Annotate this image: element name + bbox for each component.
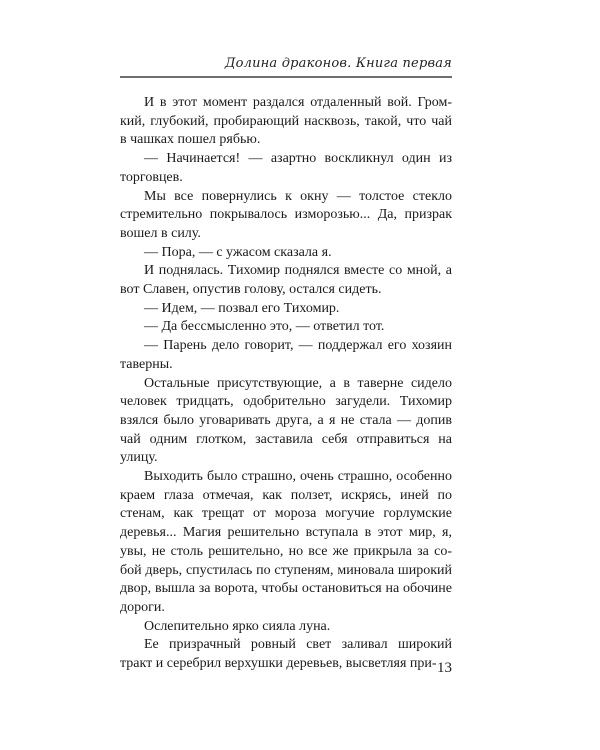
paragraph: — Начинается! — азартно воскликнул один из торговцев. xyxy=(120,151,452,185)
header-rule xyxy=(120,76,452,78)
paragraph: — Пора, — с ужасом сказала я. xyxy=(144,244,332,260)
paragraph: — Да бессмысленно это, — ответил тот. xyxy=(144,319,385,335)
page-number: 13 xyxy=(437,660,452,676)
paragraph: Мы все повернулись к окну — толстое стекло стремительно покрывалось изморозью... Да, призрак вошел в силу. xyxy=(120,188,452,241)
body-text xyxy=(120,94,452,674)
paragraph: — Парень дело говорит, — поддержал его хозяин таверны. xyxy=(120,338,452,372)
paragraph: И поднялась. Тихомир поднялся вместе со мной, а вот Славен, опустив голову, остался сидеть. xyxy=(120,263,452,298)
paragraph: И в этот момент раздался отдаленный вой. Громкий, глубокий, пробирающий насквозь, такой, что чай в чашках пошел рябью. xyxy=(120,95,452,148)
paragraph: Остальные присутствующие, а в таверне сидело человек тридцать, одобрительно загудели. Тихомир взялся было уговаривать друга, а я не стала — допив чай одним глотком, заставила себя отправиться на улицу. xyxy=(120,375,452,466)
paragraph: — Идем, — позвал его Тихомир. xyxy=(144,300,340,316)
running-head xyxy=(120,56,452,80)
paragraph: Ее призрачный ровный свет заливал широкий тракт и серебрил верхушки деревьев, высветляя при- xyxy=(120,637,452,672)
paragraph: Ослепительно ярко сияла луна. xyxy=(144,618,331,634)
running-head-title: Долина драконов. Книга первая xyxy=(224,56,452,71)
paragraph: Выходить было страшно, очень страшно, особенно краем глаза отмечая, как ползет, искрясь, иней по стенам, как трещат от мороза могучие горлумские деревья... Магия решительно вступала в этот мир, я, увы, не столь решительно, но все же прикрыла за собой дверь, спустилась по ступеням, миновала широкий двор, вышла за ворота, чтобы остановиться на обочине дороги. xyxy=(120,469,452,615)
